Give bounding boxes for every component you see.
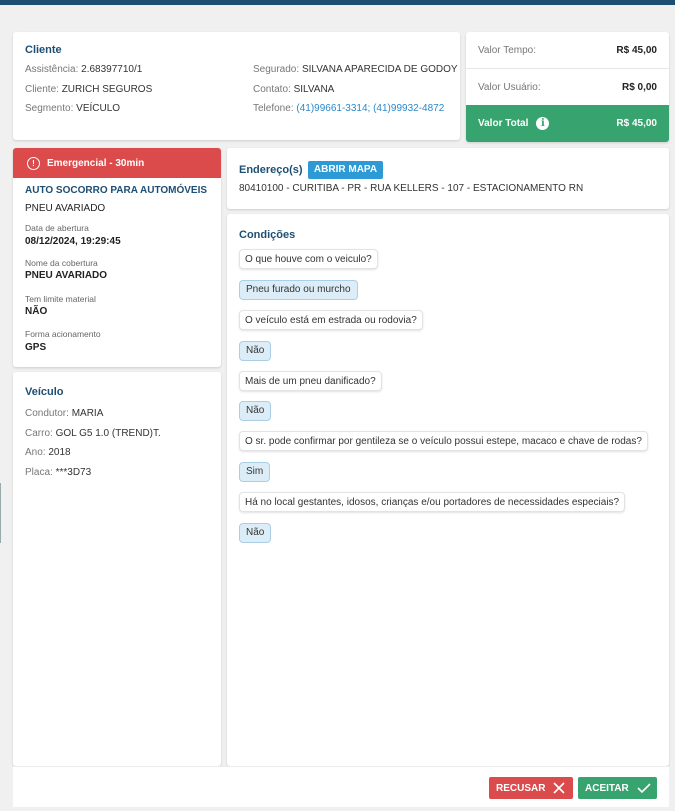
valor-total-row xyxy=(466,105,669,142)
emergency-banner xyxy=(13,148,221,178)
valor-tempo-row xyxy=(466,32,669,68)
action-footer xyxy=(13,766,669,807)
accept-label: ACEITAR xyxy=(585,782,629,794)
refuse-button[interactable] xyxy=(489,777,573,799)
valor-usuario-label: Valor Usuário: xyxy=(478,81,541,93)
limite-value: NÃO xyxy=(25,306,48,317)
condition-question: Há no local gestantes, idosos, crianças e/ou portadores de necessidades especiais? xyxy=(239,492,625,512)
valor-usuario-row xyxy=(466,69,669,105)
condition-question: Mais de um pneu danificado? xyxy=(239,371,382,391)
telefone-row xyxy=(253,102,458,122)
client-right-column xyxy=(253,63,458,122)
valor-total-value: R$ 45,00 xyxy=(616,118,657,129)
contato-label: Contato: xyxy=(253,83,291,95)
ano-label: Ano: xyxy=(25,447,46,458)
segurado-row xyxy=(253,63,458,83)
condition-answer: Não xyxy=(239,523,271,543)
carro-row xyxy=(25,428,161,439)
placa-row xyxy=(25,467,91,478)
assistencia-row xyxy=(25,63,152,83)
abertura-value: 08/12/2024, 19:29:45 xyxy=(25,236,121,247)
segmento-label: Segmento: xyxy=(25,103,74,114)
condition-answer: Não xyxy=(239,401,271,421)
condition-answer: Pneu furado ou murcho xyxy=(239,280,358,300)
segurado-label: Segurado: xyxy=(253,64,300,75)
vehicle-section-title: Veículo xyxy=(25,386,64,398)
vehicle-card xyxy=(13,372,221,766)
telefone-link[interactable]: (41)99661-3314; (41)99932-4872 xyxy=(296,103,445,114)
valor-tempo-value: R$ 45,00 xyxy=(616,44,657,56)
alert-icon: ! xyxy=(27,157,40,170)
condition-answer: Não xyxy=(239,341,271,361)
segmento-row xyxy=(25,102,152,122)
refuse-label: RECUSAR xyxy=(496,782,546,794)
carro-label: Carro: xyxy=(25,428,53,439)
cliente-value: ZURICH SEGUROS xyxy=(61,83,153,95)
service-subtitle: PNEU AVARIADO xyxy=(25,203,106,214)
valor-total-label: Valor Total xyxy=(478,118,529,129)
address-title: Endereço(s) xyxy=(239,164,303,176)
condutor-label: Condutor: xyxy=(25,408,69,419)
ano-row xyxy=(25,447,71,458)
close-icon xyxy=(553,782,565,794)
values-card xyxy=(466,32,669,142)
ano-value: 2018 xyxy=(48,447,71,458)
cliente-label: Cliente: xyxy=(25,83,59,95)
cobertura-value: PNEU AVARIADO xyxy=(25,270,108,281)
cobertura-label: Nome da cobertura xyxy=(25,258,98,268)
assistencia-value: 2.68397710/1 xyxy=(81,64,143,75)
abertura-label: Data de abertura xyxy=(25,223,89,233)
top-bar xyxy=(0,0,675,5)
service-card xyxy=(13,148,221,367)
conditions-card xyxy=(227,214,669,766)
segurado-value: SILVANA APARECIDA DE GODOY xyxy=(301,64,458,75)
service-title: AUTO SOCORRO PARA AUTOMÓVEIS xyxy=(25,185,208,196)
condition-answer: Sim xyxy=(239,462,270,482)
address-card xyxy=(227,148,669,209)
condition-question: O veículo está em estrada ou rodovia? xyxy=(239,310,423,330)
contato-row xyxy=(253,83,458,103)
assistencia-label: Assistência: xyxy=(25,64,79,75)
valor-tempo-label: Valor Tempo: xyxy=(478,44,536,56)
placa-value: ***3D73 xyxy=(55,467,92,478)
scroll-edge-line xyxy=(0,483,1,543)
client-left-column xyxy=(25,63,152,122)
condutor-row xyxy=(25,408,103,419)
conditions-section-title: Condições xyxy=(239,229,296,241)
placa-label: Placa: xyxy=(25,467,53,478)
emergency-label: Emergencial - 30min xyxy=(47,157,145,169)
segmento-value: VEÍCULO xyxy=(76,103,121,114)
info-icon[interactable]: i xyxy=(536,117,549,130)
condition-question: O sr. pode confirmar por gentileza se o veículo possui estepe, macaco e chave de rodas? xyxy=(239,431,648,451)
client-card xyxy=(13,32,460,140)
client-section-title: Cliente xyxy=(25,44,62,56)
address-text: 80410100 - CURITIBA - PR - RUA KELLERS - 107 - ESTACIONAMENTO RN xyxy=(239,183,584,194)
check-icon xyxy=(637,782,651,794)
carro-value: GOL G5 1.0 (TREND)T. xyxy=(55,428,161,439)
condutor-value: MARIA xyxy=(71,408,104,419)
forma-value: GPS xyxy=(25,342,47,353)
cliente-row xyxy=(25,83,152,103)
valor-usuario-value: R$ 0,00 xyxy=(621,81,657,93)
forma-label: Forma acionamento xyxy=(25,329,101,339)
accept-button[interactable] xyxy=(578,777,657,799)
condition-question: O que houve com o veiculo? xyxy=(239,249,378,269)
open-map-button[interactable]: ABRIR MAPA xyxy=(308,161,383,179)
limite-label: Tem limite material xyxy=(25,294,96,304)
valor-total-label-group xyxy=(478,117,549,130)
telefone-label: Telefone: xyxy=(253,103,294,114)
contato-value: SILVANA xyxy=(293,83,335,95)
